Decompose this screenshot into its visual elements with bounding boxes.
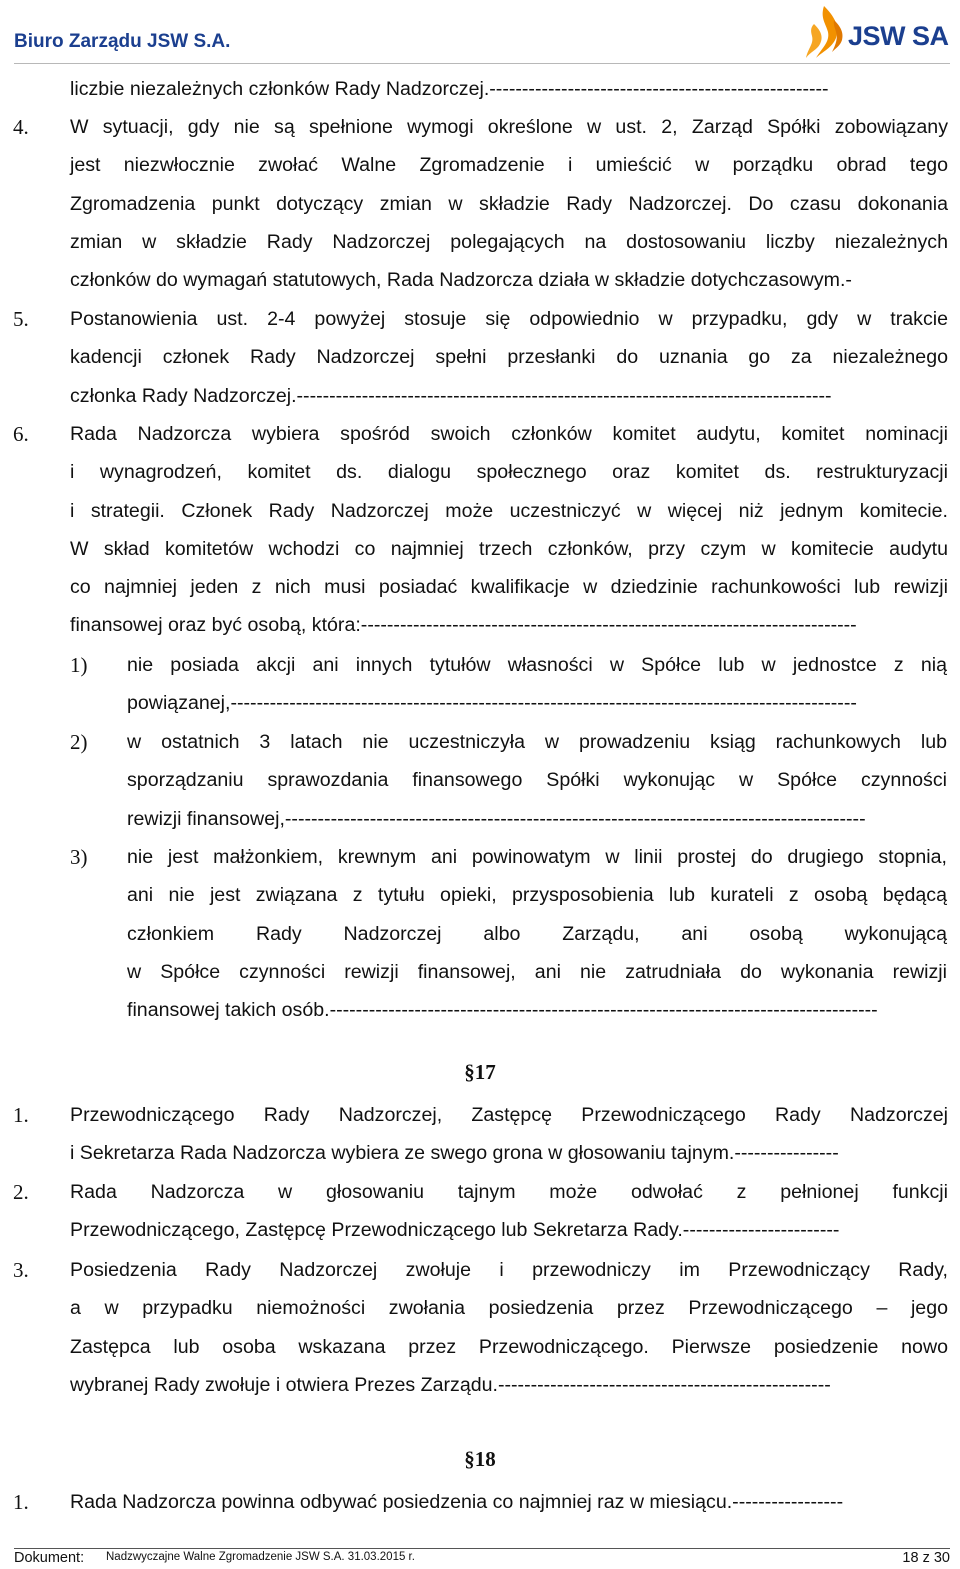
text-line: W sytuacji, gdy nie są spełnione wymogi określone w ust. 2, Zarząd Spółki zobowiązany bbox=[70, 116, 948, 138]
text-line: W skład komitetów wchodzi co najmniej trzech członków, przy czym w komitecie audytu bbox=[70, 537, 948, 560]
paragraph-17-3 bbox=[70, 1251, 948, 1404]
text-line: Zgromadzenia punkt dotyczący zmian w składzie Rady Nadzorczej. Do czasu dokonania bbox=[70, 192, 948, 215]
text-line: w Spółce czynności rewizji finansowej, ani nie zatrudniała do wykonania rewizji bbox=[127, 960, 947, 983]
text-line: zmian w składzie Rady Nadzorczej polegających na dostosowaniu liczby niezależnych bbox=[70, 230, 948, 253]
header-divider bbox=[14, 63, 950, 64]
subitem-3 bbox=[127, 838, 947, 1029]
subitem-number: 2) bbox=[70, 730, 88, 754]
item-number: 1. bbox=[13, 1490, 29, 1514]
text-line: Postanowienia ust. 2-4 powyżej stosuje się odpowiednio w przypadku, gdy w trakcie bbox=[70, 308, 948, 330]
item-number: 1. bbox=[13, 1103, 29, 1127]
section-heading-17: §17 bbox=[464, 1060, 496, 1084]
text-line: finansowej oraz być osobą, która:---------------------------------------------------------------------------- bbox=[70, 614, 857, 637]
text-line: sporządzaniu sprawozdania finansowego Spółki wykonując w Spółce czynności bbox=[127, 769, 947, 792]
logo-text: JSW SA bbox=[848, 21, 949, 51]
text-line: i wynagrodzeń, komitet ds. dialogu społecznego oraz komitet ds. restrukturyzacji bbox=[70, 461, 948, 484]
item-number: 4. bbox=[13, 115, 29, 139]
text-line: kadencji członek Rady Nadzorczej spełni przesłanki do uznania go za niezależnego bbox=[70, 346, 948, 369]
jsw-logo bbox=[800, 2, 950, 62]
header-title: Biuro Zarządu JSW S.A. bbox=[14, 31, 231, 52]
subitem-number: 1) bbox=[70, 653, 88, 677]
item-number: 6. bbox=[13, 422, 29, 446]
page-footer bbox=[14, 1550, 950, 1568]
text-line: finansowej takich osób.------------------------------------------------------------------------------------ bbox=[127, 999, 878, 1022]
text-line: jest niezwłocznie zwołać Walne Zgromadzenie i umieścić w porządku obrad tego bbox=[70, 154, 948, 177]
text-line: wybranej Rady zwołuje i otwiera Prezes Zarządu.--------------------------------------------------- bbox=[70, 1373, 831, 1396]
section-heading-18: §18 bbox=[464, 1447, 496, 1471]
text-line: nie posiada akcji ani innych tytułów własności w Spółce lub w jednostce z nią bbox=[127, 654, 947, 676]
footer-document-name: Nadzwyczajne Walne Zgromadzenie JSW S.A. 31.03.2015 r. bbox=[106, 1551, 415, 1563]
text-line: Rada Nadzorcza w głosowaniu tajnym może odwołać z pełnionej funkcji bbox=[70, 1181, 948, 1203]
footer-divider bbox=[14, 1548, 950, 1549]
item-number: 5. bbox=[13, 307, 29, 331]
text-line: nie jest małżonkiem, krewnym ani powinowatym w linii prostej do drugiego stopnia, bbox=[127, 846, 947, 868]
paragraph-18-1 bbox=[70, 1483, 948, 1521]
text-line: członków do wymagań statutowych, Rada Nadzorcza działa w składzie dotychczasowym.- bbox=[70, 269, 852, 292]
continuation-paragraph bbox=[70, 70, 948, 108]
paragraph-item-4 bbox=[70, 108, 948, 299]
text-line: Przewodniczącego, Zastępcę Przewodniczącego lub Sekretarza Rady.------------------------ bbox=[70, 1219, 840, 1242]
page-header bbox=[0, 0, 960, 64]
text-line: Rada Nadzorcza wybiera spośród swoich członków komitet audytu, komitet nominacji bbox=[70, 423, 948, 445]
text-line: ani nie jest związana z tytułu opieki, przysposobienia lub kurateli z osobą będącą bbox=[127, 884, 947, 907]
footer-label: Dokument: bbox=[14, 1550, 85, 1566]
text-line: rewizji finansowej,----------------------------------------------------------------------------------------- bbox=[127, 807, 866, 830]
paragraph-item-6 bbox=[70, 415, 948, 645]
text-line: co najmniej jeden z nich musi posiadać kwalifikacje w dziedzinie rachunkowości lub rewizji bbox=[70, 576, 948, 599]
text-line: Rada Nadzorcza powinna odbywać posiedzenia co najmniej raz w miesiącu.----------------- bbox=[70, 1491, 844, 1513]
text-line: w ostatnich 3 latach nie uczestniczyła w prowadzeniu ksiąg rachunkowych lub bbox=[127, 731, 947, 753]
paragraph-17-2 bbox=[70, 1173, 948, 1250]
item-number: 2. bbox=[13, 1180, 29, 1204]
text-line: powiązanej,------------------------------------------------------------------------------------------------ bbox=[127, 692, 857, 715]
subitem-2 bbox=[127, 723, 947, 838]
text-line: i Sekretarza Rada Nadzorcza wybiera ze swego grona w głosowaniu tajnym.---------------- bbox=[70, 1142, 839, 1165]
subitem-number: 3) bbox=[70, 845, 88, 869]
text-line: Zastępca lub osoba wskazana przez Przewodniczącego. Pierwsze posiedzenie nowo bbox=[70, 1335, 948, 1358]
subitem-1 bbox=[127, 646, 947, 723]
text-line: a w przypadku niemożności zwołania posiedzenia przez Przewodniczącego – jego bbox=[70, 1297, 948, 1320]
text-line: członkiem Rady Nadzorczej albo Zarządu, ani osobą wykonującą bbox=[127, 922, 947, 945]
text-line: Posiedzenia Rady Nadzorczej zwołuje i przewodniczy im Przewodniczący Rady, bbox=[70, 1259, 948, 1281]
text-line: członka Rady Nadzorczej.---------------------------------------------------------------------------------- bbox=[70, 384, 832, 407]
text-line: liczbie niezależnych członków Rady Nadzorczej.---------------------------------------------------- bbox=[70, 78, 829, 100]
flame-icon bbox=[800, 2, 850, 62]
text-line: Przewodniczącego Rady Nadzorczej, Zastępcę Przewodniczącego Rady Nadzorczej bbox=[70, 1104, 948, 1126]
paragraph-item-5 bbox=[70, 300, 948, 415]
item-number: 3. bbox=[13, 1258, 29, 1282]
text-line: i strategii. Członek Rady Nadzorczej może uczestniczyć w więcej niż jednym komitecie. bbox=[70, 499, 948, 522]
paragraph-17-1 bbox=[70, 1096, 948, 1173]
page-number: 18 z 30 bbox=[902, 1550, 950, 1566]
